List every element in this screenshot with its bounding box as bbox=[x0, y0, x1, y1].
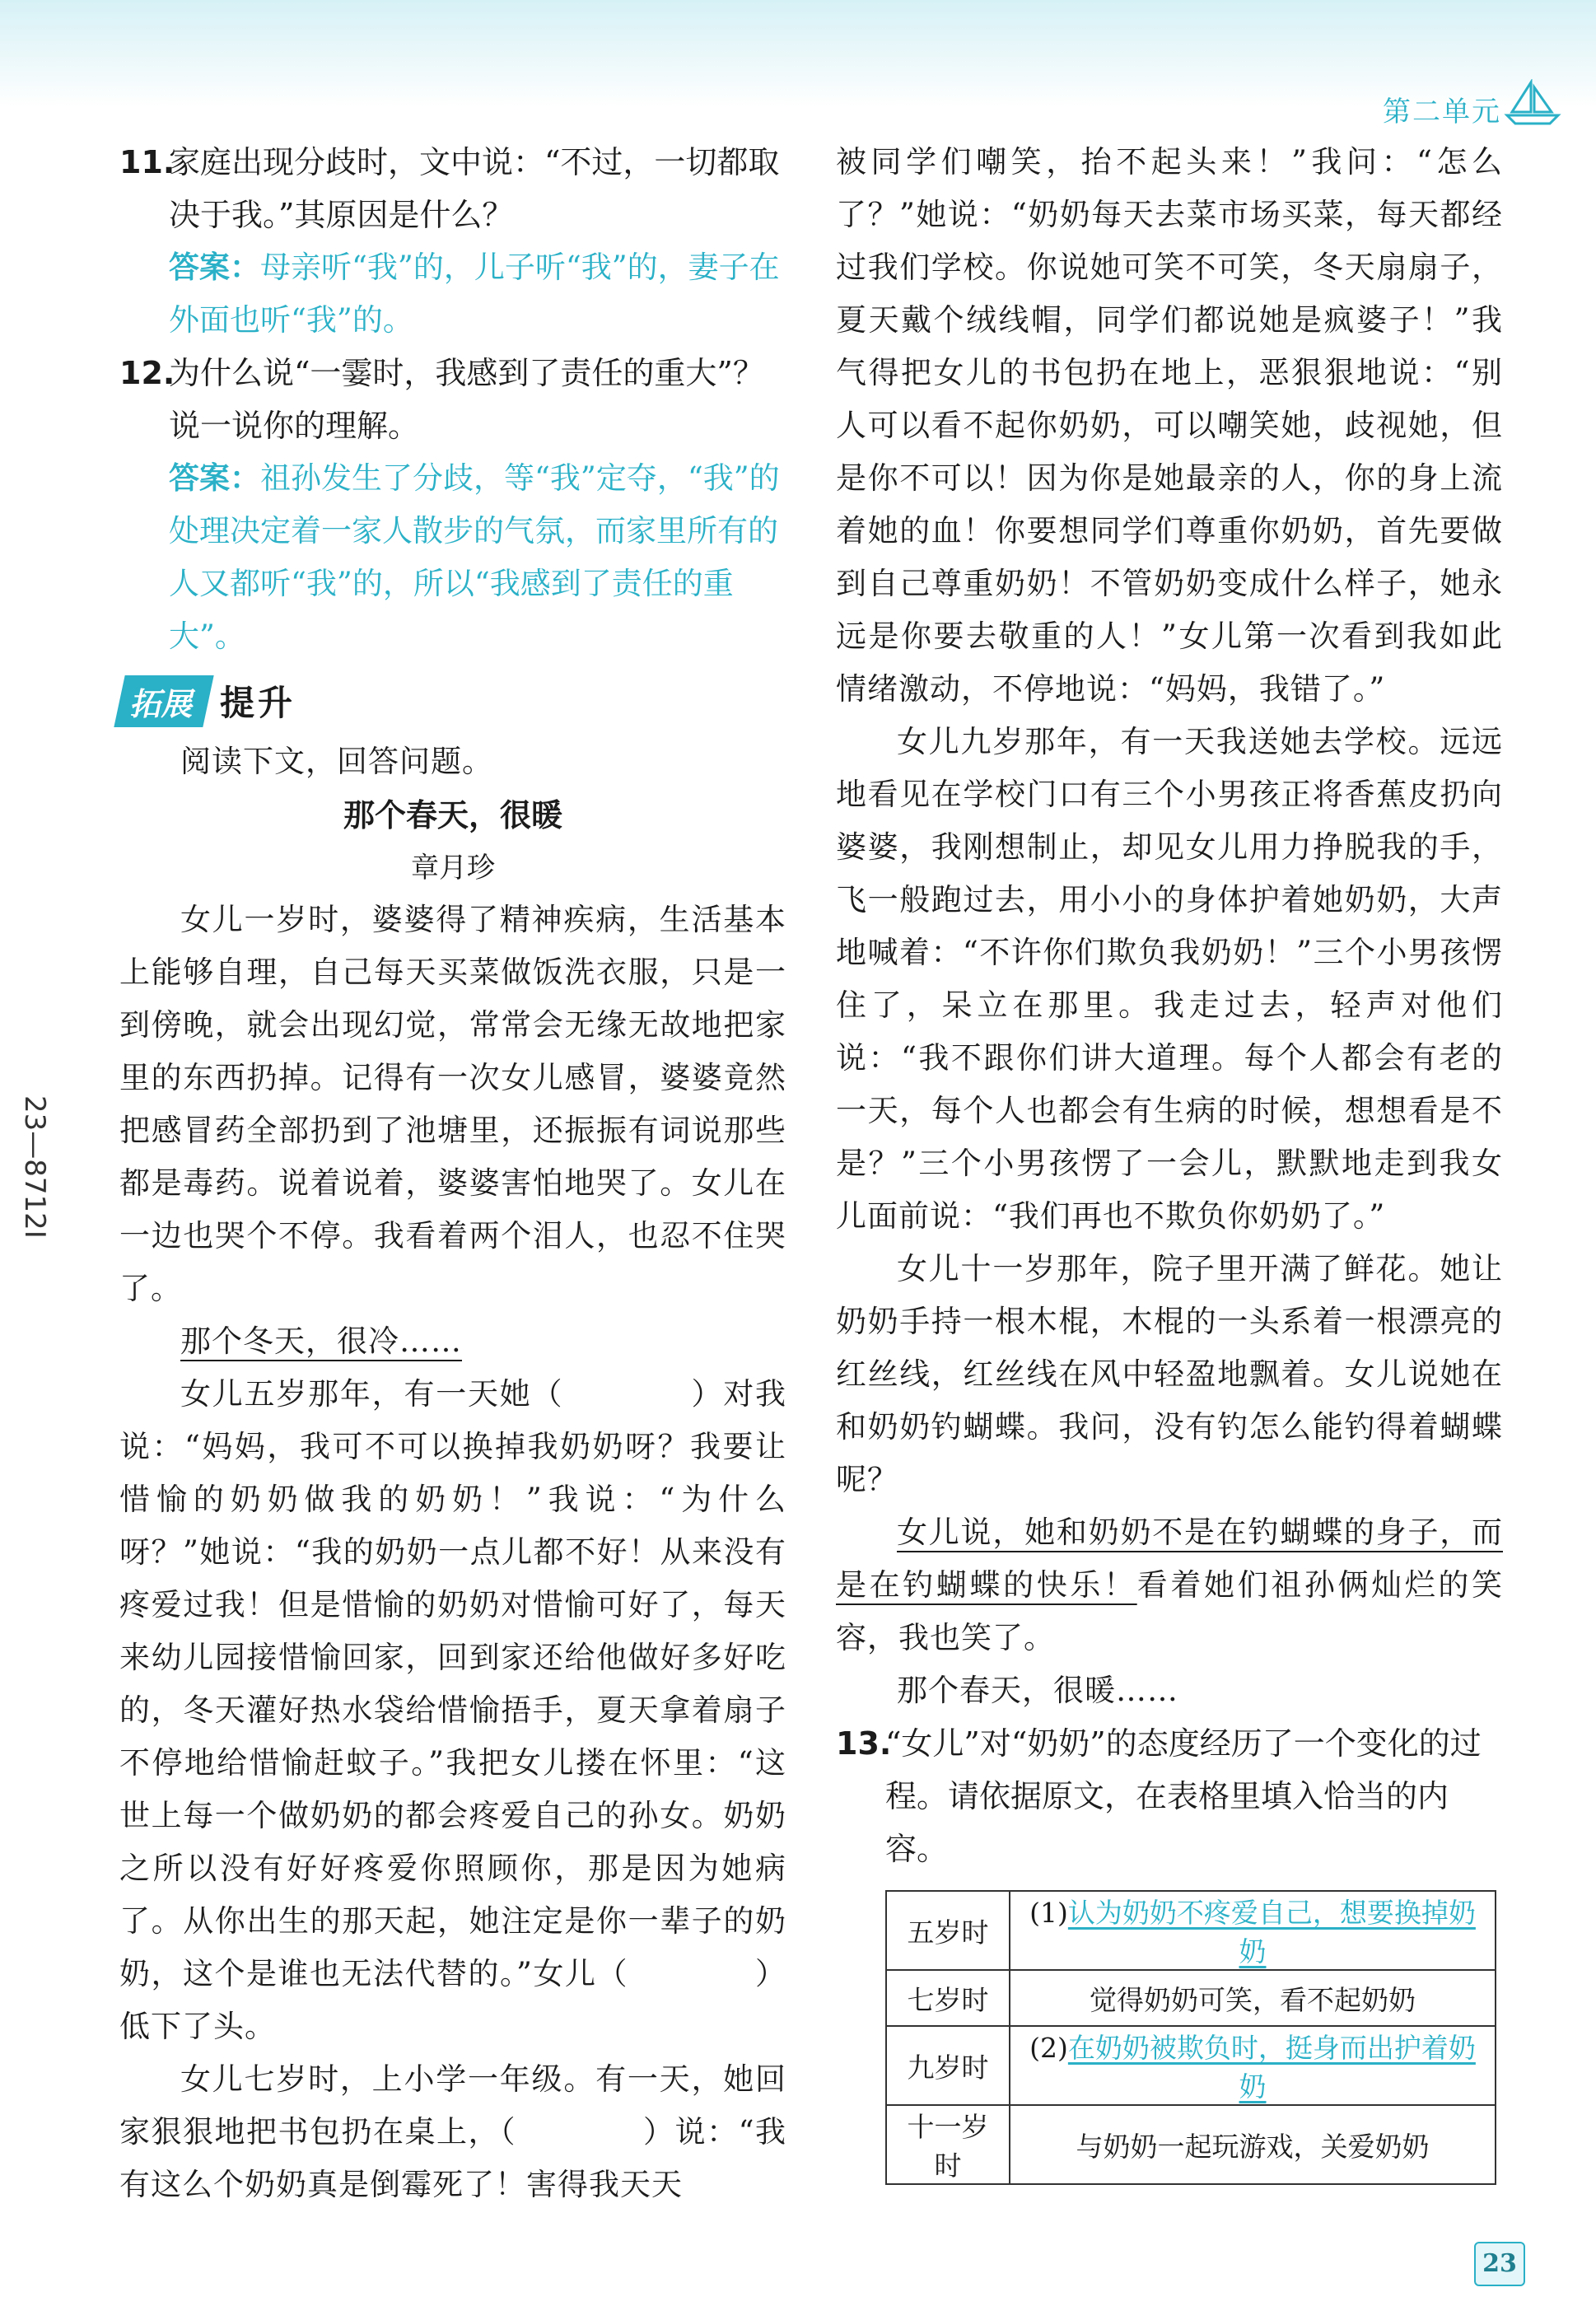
instruction: 阅读下文，回答问题。 bbox=[180, 744, 493, 779]
question-text: 为什么说“一霎时，我感到了责任的重大”？说一说你的理解。 bbox=[169, 355, 764, 444]
section-tag: 拓展 bbox=[114, 675, 213, 727]
content-cell bbox=[1010, 1891, 1496, 1970]
answer-text: 母亲听“我”的，儿子听“我”的，妻子在外面也听“我”的。 bbox=[169, 250, 780, 338]
underlined-text: 女儿说，她和奶奶不是在钓蝴蝶的身子，而是在钓蝴蝶的快乐！ bbox=[836, 1515, 1503, 1603]
age-cell: 五岁时 bbox=[886, 1891, 1010, 1970]
paragraph: 女儿一岁时，婆婆得了精神疾病，生活基本上能够自理，自己每天买菜做饭洗衣服，只是一到傍晚，就会出现幻觉，常常会无缘无故地把家里的东西扔掉。记得有一次女儿感冒，婆婆竟然把感冒药全部扔到了池塘里，还振振有词说那些都是毒药。说着说着，婆婆害怕地哭了。女儿在一边也哭个不停。我看着两个泪人，也忍不住哭了。 bbox=[119, 902, 786, 1306]
question-12 bbox=[119, 347, 786, 663]
paragraph: 女儿五岁那年，有一天她（ ）对我说：“妈妈，我可不可以换掉我奶奶呀？我要让惜愉的奶奶做我的奶奶！”我说：“为什么呀？”她说：“我的奶奶一点儿都不好！从来没有疼爱过我！但是惜愉的奶奶对惜愉可好了，每天来幼儿园接惜愉回家，回到家还给他做好多好吃的，冬天灌好热水袋给惜愉捂手，夏天拿着扇子不停地给惜愉赶蚊子。”我把女儿搂在怀里：“这世上每一个做奶奶的都会疼爱自己的孙女。奶奶之所以没有好好疼爱你照顾你，那是因为她病了。从你出生的那天起，她注定是你一辈子的奶奶，这个是谁也无法代替的。”女儿（ ）低下了头。 bbox=[119, 1376, 786, 2044]
filled-answer: 在奶奶被欺负时，挺身而出护着奶奶 bbox=[1067, 2032, 1476, 2103]
section-title: 提升 bbox=[220, 683, 296, 723]
answer-text: 祖孙发生了分歧，等“我”定夺，“我”的处理决定着一家人散步的气氛，而家里所有的人又都听“我”的，所以“我感到了责任的重大”。 bbox=[169, 460, 780, 654]
header-band bbox=[0, 0, 1596, 107]
underlined-text: 那个冬天，很冷…… bbox=[180, 1323, 462, 1359]
table-row bbox=[886, 2105, 1496, 2184]
side-code: 23—8712I bbox=[18, 1095, 51, 1239]
question-13 bbox=[836, 1717, 1503, 2185]
paragraph-text: 女儿十一岁那年，院子里开满了鲜花。她让奶奶手持一根木棍，木棍的一头系着一根漂亮的红丝线，红丝线在风中轻盈地飘着。女儿说她在和奶奶钓蝴蝶。我问，没有钓怎么能钓得着蝴蝶呢？ bbox=[836, 1251, 1503, 1497]
paragraph: 女儿七岁时，上小学一年级。有一天，她回家狠狠地把书包扔在桌上，（ ）说：“我有这么个奶奶真是倒霉死了！害得我天天 bbox=[119, 2061, 786, 2202]
content-cell bbox=[1010, 2026, 1496, 2105]
question-11 bbox=[119, 136, 786, 347]
age-cell: 七岁时 bbox=[886, 1970, 1010, 2026]
answer-label: 答案： bbox=[169, 250, 260, 285]
question-number: 13. bbox=[836, 1725, 892, 1762]
answer bbox=[169, 241, 786, 347]
table-row bbox=[886, 1970, 1496, 2026]
left-column bbox=[119, 136, 786, 2211]
table-row bbox=[886, 2026, 1496, 2105]
article-author: 章月珍 bbox=[411, 852, 495, 885]
right-column bbox=[836, 136, 1503, 2185]
paragraph-underlined bbox=[836, 1506, 1503, 1664]
answer bbox=[169, 452, 786, 663]
paragraph: 那个春天，很暖…… bbox=[897, 1673, 1178, 1708]
section-header bbox=[119, 671, 786, 731]
paragraph-underlined bbox=[119, 1315, 786, 1368]
filled-answer: 认为奶奶不疼爱自己，想要换掉奶奶 bbox=[1067, 1897, 1476, 1968]
paragraph: 被同学们嘲笑，抬不起头来！”我问：“怎么了？”她说：“奶奶每天去菜市场买菜，每天都经过我们学校。你说她可笑不可笑，冬天扇扇子，夏天戴个绒线帽，同学们都说她是疯婆子！”我气得把女儿的书包扔在地上，恶狠狠地说：“别人可以看不起你奶奶，可以嘲笑她，歧视她，但是你不可以！因为你是她最亲的人，你的身上流着她的血！你要想同学们尊重你奶奶，首先要做到自己尊重奶奶！不管奶奶变成什么样子，她永远是你要去敬重的人！”女儿第一次看到我如此情绪激动，不停地说：“妈妈，我错了。” bbox=[836, 144, 1503, 707]
age-cell: 十一岁时 bbox=[886, 2105, 1010, 2184]
content-cell: 觉得奶奶可笑，看不起奶奶 bbox=[1010, 1970, 1496, 2026]
article-title: 那个春天，很暖 bbox=[343, 797, 562, 833]
answer-table bbox=[885, 1890, 1496, 2185]
blank-number: (1) bbox=[1029, 1897, 1068, 1929]
sailboat-icon bbox=[1504, 79, 1561, 128]
page-number: 23 bbox=[1474, 2242, 1525, 2286]
paragraph bbox=[836, 1243, 1503, 1506]
question-text: “女儿”对“奶奶”的态度经历了一个变化的过程。请依据原文，在表格里填入恰当的内容。 bbox=[885, 1725, 1482, 1867]
age-cell: 九岁时 bbox=[886, 2026, 1010, 2105]
question-number: 11. bbox=[119, 144, 175, 180]
table-row bbox=[886, 1891, 1496, 1970]
content-cell: 与奶奶一起玩游戏，关爱奶奶 bbox=[1010, 2105, 1496, 2184]
question-text: 家庭出现分歧时，文中说：“不过，一切都取决于我。”其原因是什么？ bbox=[169, 144, 780, 233]
question-number: 12. bbox=[119, 355, 175, 391]
answer-label: 答案： bbox=[169, 460, 260, 496]
paragraph-text: 看着她们祖孙俩灿烂的笑容，我也笑了。 bbox=[836, 1567, 1504, 1655]
blank-number: (2) bbox=[1029, 2032, 1068, 2064]
unit-label: 第二单元 bbox=[1383, 96, 1501, 128]
paragraph: 女儿九岁那年，有一天我送她去学校。远远地看见在学校门口有三个小男孩正将香蕉皮扔向婆婆，我刚想制止，却见女儿用力挣脱我的手，飞一般跑过去，用小小的身体护着她奶奶，大声地喊着：“不许你们欺负我奶奶！”三个小男孩愣住了，呆立在那里。我走过去，轻声对他们说：“我不跟你们讲大道理。每个人都会有老的一天，每个人也都会有生病的时候，想想看是不是？”三个小男孩愣了一会儿，默默地走到我女儿面前说：“我们再也不欺负你奶奶了。” bbox=[836, 724, 1503, 1234]
